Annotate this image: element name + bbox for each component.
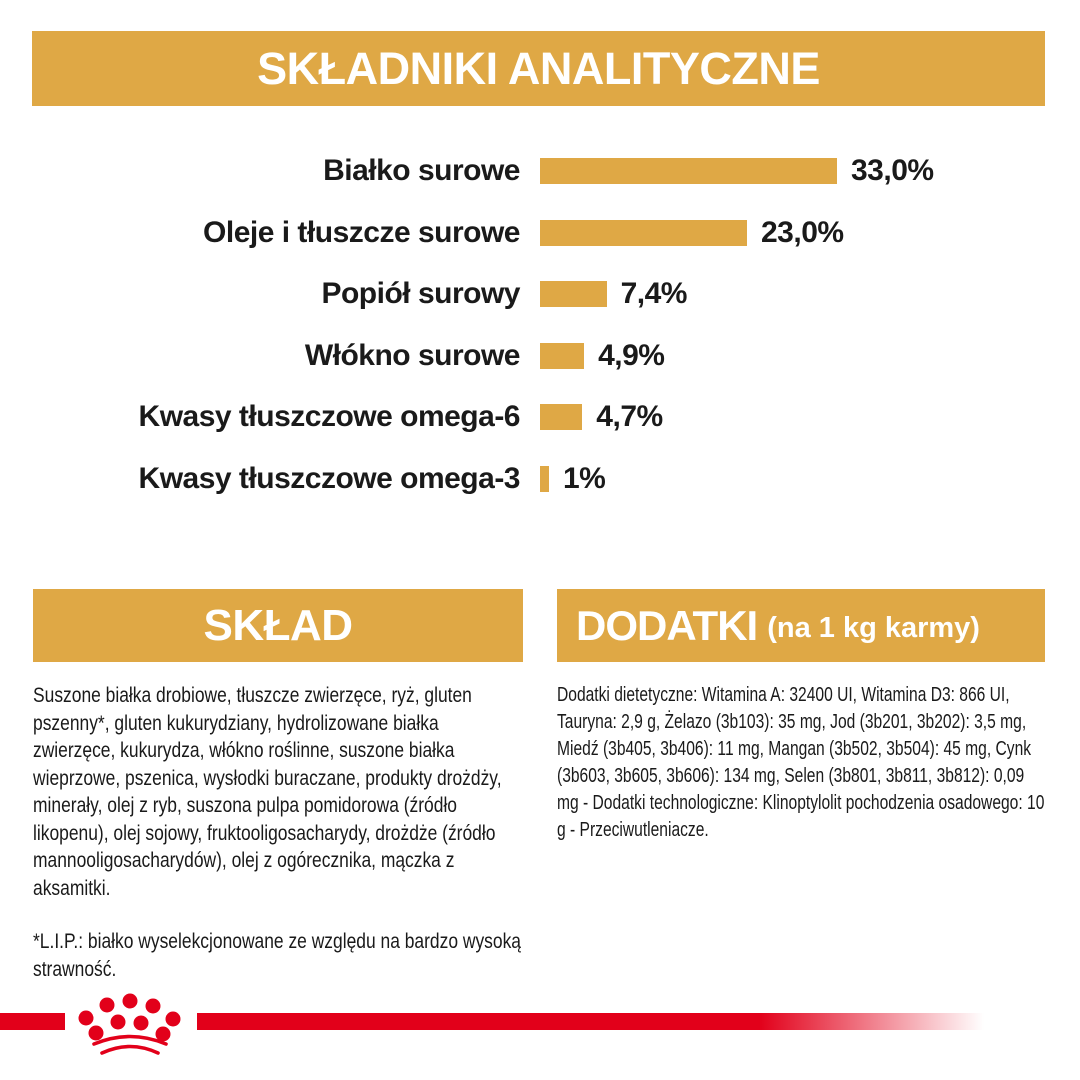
additives-section: [557, 682, 1057, 844]
chart-row: [0, 264, 1080, 324]
chart-row-value: 7,4%: [620, 277, 687, 310]
chart-row: [0, 141, 1080, 201]
additives-banner: [557, 589, 1045, 662]
chart-row-label: Włókno surowe: [304, 338, 520, 372]
composition-section: [33, 682, 543, 983]
additives-text: Dodatki dietetyczne: Witamina A: 32400 UI, Witamina D3: 866 UI, Tauryna: 2,9 g, Żelazo (3b103): 35 mg, Jod (3b201, 3b202): 3,5 mg, Miedź (3b405, 3b406): 11 mg, Mangan (3b502, 3b504): 45 mg, Cynk (3b603, 3b605, 3b606): 134 mg, Selen (3b801, 3b811, 3b812): 0,09 mg - Dodatki technologiczne: Klinoptylolit pochodzenia osadowego: 10 g - Przeciwutleniacze.: [557, 684, 1045, 841]
additives-title-suffix: (na 1 kg karmy): [767, 612, 980, 644]
composition-banner: [33, 589, 523, 662]
chart-row: [0, 326, 1080, 386]
additives-title: DODATKI: [576, 601, 758, 649]
lip-footnote: *L.I.P.: białko wyselekcjonowane ze względu na bardzo wysoką strawność.: [33, 930, 522, 981]
chart-row-label: Białko surowe: [323, 154, 520, 187]
chart-row-value: 33,0%: [851, 154, 934, 187]
royal-canin-crown-icon: [76, 992, 184, 1056]
chart-row-value: 4,9%: [598, 338, 665, 372]
analytical-components-title: SKŁADNIKI ANALITYCZNE: [257, 42, 820, 94]
chart-row-label: Kwasy tłuszczowe omega-6: [138, 400, 520, 433]
composition-title: SKŁAD: [203, 600, 353, 650]
footer-red-line-left: [0, 1013, 65, 1030]
chart-row-label: Popiół surowy: [321, 277, 520, 310]
chart-row-bar: [540, 466, 549, 492]
chart-row-label: Oleje i tłuszcze surowe: [203, 215, 520, 249]
footer-red-line-right: [197, 1013, 1000, 1030]
chart-row-bar: [540, 281, 607, 307]
chart-row-bar: [540, 404, 582, 430]
chart-row-label: Kwasy tłuszczowe omega-3: [138, 461, 520, 495]
chart-row-bar: [540, 220, 747, 246]
chart-row: [0, 387, 1080, 447]
composition-text: Suszone białka drobiowe, tłuszcze zwierzęce, ryż, gluten pszenny*, gluten kukurydziany, hydrolizowane białka zwierzęce, kukurydza, włókno roślinne, suszone białka wieprzowe, pszenica, wysłodki buraczane, produkty drożdży, minerały, olej z ryb, suszona pulpa pomidorowa (źródło likopenu), olej sojowy, fruktooligosacharydy, drożdże (źródło mannooligosacharydów), olej z ogórecznika, mączka z aksamitki.: [33, 684, 502, 900]
chart-row-value: 23,0%: [761, 215, 844, 249]
chart-row: [0, 203, 1080, 263]
chart-row-bar: [540, 158, 837, 184]
chart-row-value: 1%: [563, 461, 606, 495]
chart-row-bar: [540, 343, 584, 369]
chart-row-value: 4,7%: [596, 400, 663, 433]
chart-row: [0, 449, 1080, 509]
